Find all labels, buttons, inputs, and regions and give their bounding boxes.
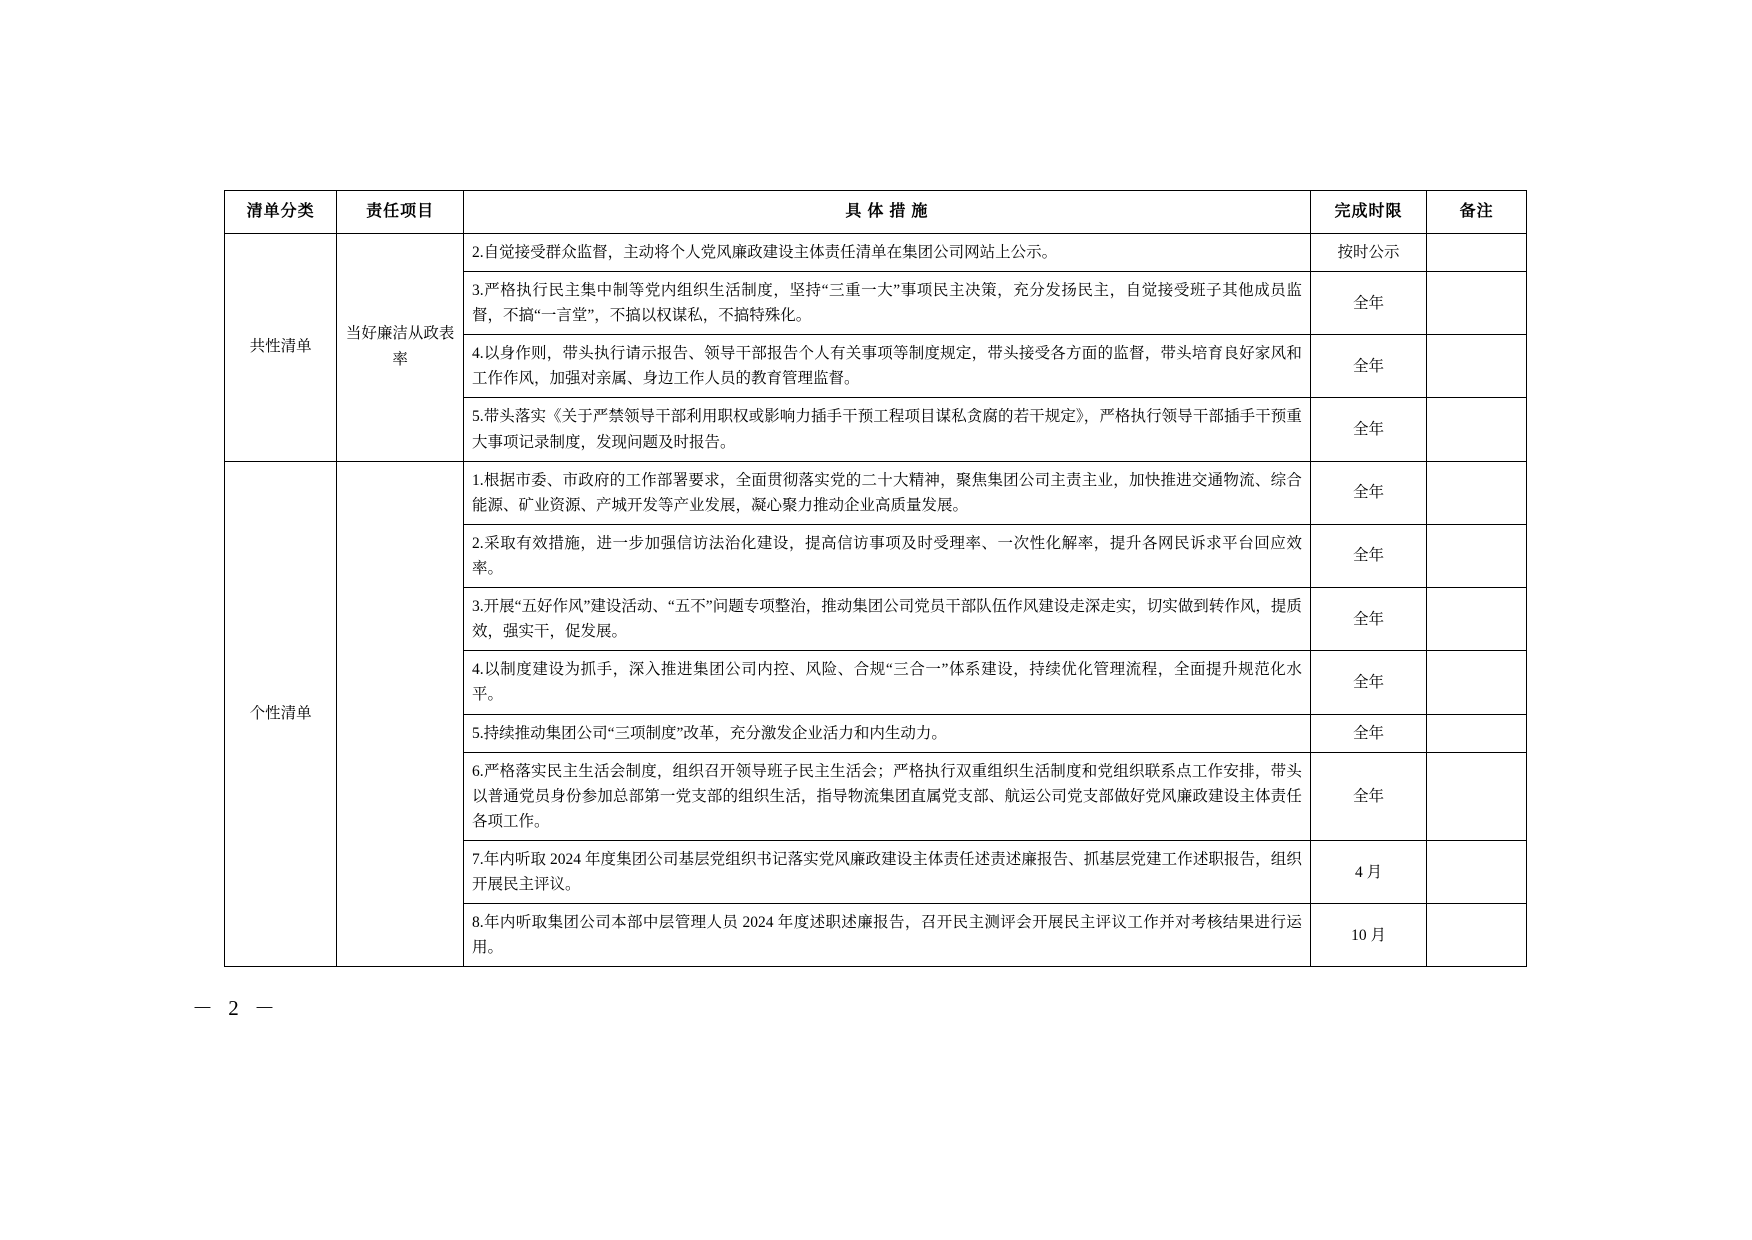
measure-cell: 4.以身作则，带头执行请示报告、领导干部报告个人有关事项等制度规定，带头接受各方面的监督，带头培育良好家风和工作作风，加强对亲属、身边工作人员的教育管理监督。 (463, 335, 1310, 398)
deadline-cell: 全年 (1310, 524, 1426, 587)
note-cell (1427, 752, 1527, 840)
note-cell (1427, 714, 1527, 752)
category-cell: 个性清单 (225, 461, 337, 967)
measure-cell: 4.以制度建设为抓手，深入推进集团公司内控、风险、合规“三合一”体系建设，持续优化管理流程，全面提升规范化水平。 (463, 651, 1310, 714)
measure-cell: 8.年内听取集团公司本部中层管理人员 2024 年度述职述廉报告，召开民主测评会开展民主评议工作并对考核结果进行运用。 (463, 904, 1310, 967)
header-note: 备注 (1427, 191, 1527, 234)
note-cell (1427, 524, 1527, 587)
note-cell (1427, 398, 1527, 461)
deadline-cell: 4 月 (1310, 840, 1426, 903)
note-cell (1427, 461, 1527, 524)
deadline-cell: 全年 (1310, 651, 1426, 714)
measure-cell: 2.自觉接受群众监督，主动将个人党风廉政建设主体责任清单在集团公司网站上公示。 (463, 233, 1310, 271)
measure-cell: 1.根据市委、市政府的工作部署要求，全面贯彻落实党的二十大精神，聚焦集团公司主责主业，加快推进交通物流、综合能源、矿业资源、产城开发等产业发展，凝心聚力推动企业高质量发展。 (463, 461, 1310, 524)
deadline-cell: 全年 (1310, 752, 1426, 840)
note-cell (1427, 840, 1527, 903)
deadline-cell: 全年 (1310, 272, 1426, 335)
deadline-cell: 全年 (1310, 588, 1426, 651)
responsibility-list-table (224, 190, 1527, 967)
item-cell: 当好廉洁从政表率 (337, 233, 464, 461)
page-number: － 2 － (192, 996, 280, 1020)
note-cell (1427, 272, 1527, 335)
measure-cell: 2.采取有效措施，进一步加强信访法治化建设，提高信访事项及时受理率、一次性化解率，提升各网民诉求平台回应效率。 (463, 524, 1310, 587)
deadline-cell: 全年 (1310, 714, 1426, 752)
measure-cell: 5.带头落实《关于严禁领导干部利用职权或影响力插手干预工程项目谋私贪腐的若干规定》，严格执行领导干部插手干预重大事项记录制度，发现问题及时报告。 (463, 398, 1310, 461)
measure-cell: 7.年内听取 2024 年度集团公司基层党组织书记落实党风廉政建设主体责任述责述廉报告、抓基层党建工作述职报告，组织开展民主评议。 (463, 840, 1310, 903)
item-cell (337, 461, 464, 967)
deadline-cell: 10 月 (1310, 904, 1426, 967)
deadline-cell: 全年 (1310, 335, 1426, 398)
deadline-cell: 按时公示 (1310, 233, 1426, 271)
category-cell: 共性清单 (225, 233, 337, 461)
deadline-cell: 全年 (1310, 398, 1426, 461)
table-row (225, 461, 1527, 524)
measure-cell: 3.开展“五好作风”建设活动、“五不”问题专项整治，推动集团公司党员干部队伍作风建设走深走实，切实做到转作风，提质效，强实干，促发展。 (463, 588, 1310, 651)
measure-cell: 5.持续推动集团公司“三项制度”改革，充分激发企业活力和内生动力。 (463, 714, 1310, 752)
note-cell (1427, 335, 1527, 398)
table-header-row (225, 191, 1527, 234)
note-cell (1427, 904, 1527, 967)
measure-cell: 3.严格执行民主集中制等党内组织生活制度，坚持“三重一大”事项民主决策，充分发扬民主，自觉接受班子其他成员监督，不搞“一言堂”，不搞以权谋私，不搞特殊化。 (463, 272, 1310, 335)
table-row (225, 233, 1527, 271)
header-item: 责任项目 (337, 191, 464, 234)
header-category: 清单分类 (225, 191, 337, 234)
note-cell (1427, 651, 1527, 714)
deadline-cell: 全年 (1310, 461, 1426, 524)
note-cell (1427, 588, 1527, 651)
note-cell (1427, 233, 1527, 271)
measure-cell: 6.严格落实民主生活会制度，组织召开领导班子民主生活会；严格执行双重组织生活制度和党组织联系点工作安排，带头以普通党员身份参加总部第一党支部的组织生活，指导物流集团直属党支部、航运公司党支部做好党风廉政建设主体责任各项工作。 (463, 752, 1310, 840)
header-measures: 具 体 措 施 (463, 191, 1310, 234)
header-deadline: 完成时限 (1310, 191, 1426, 234)
